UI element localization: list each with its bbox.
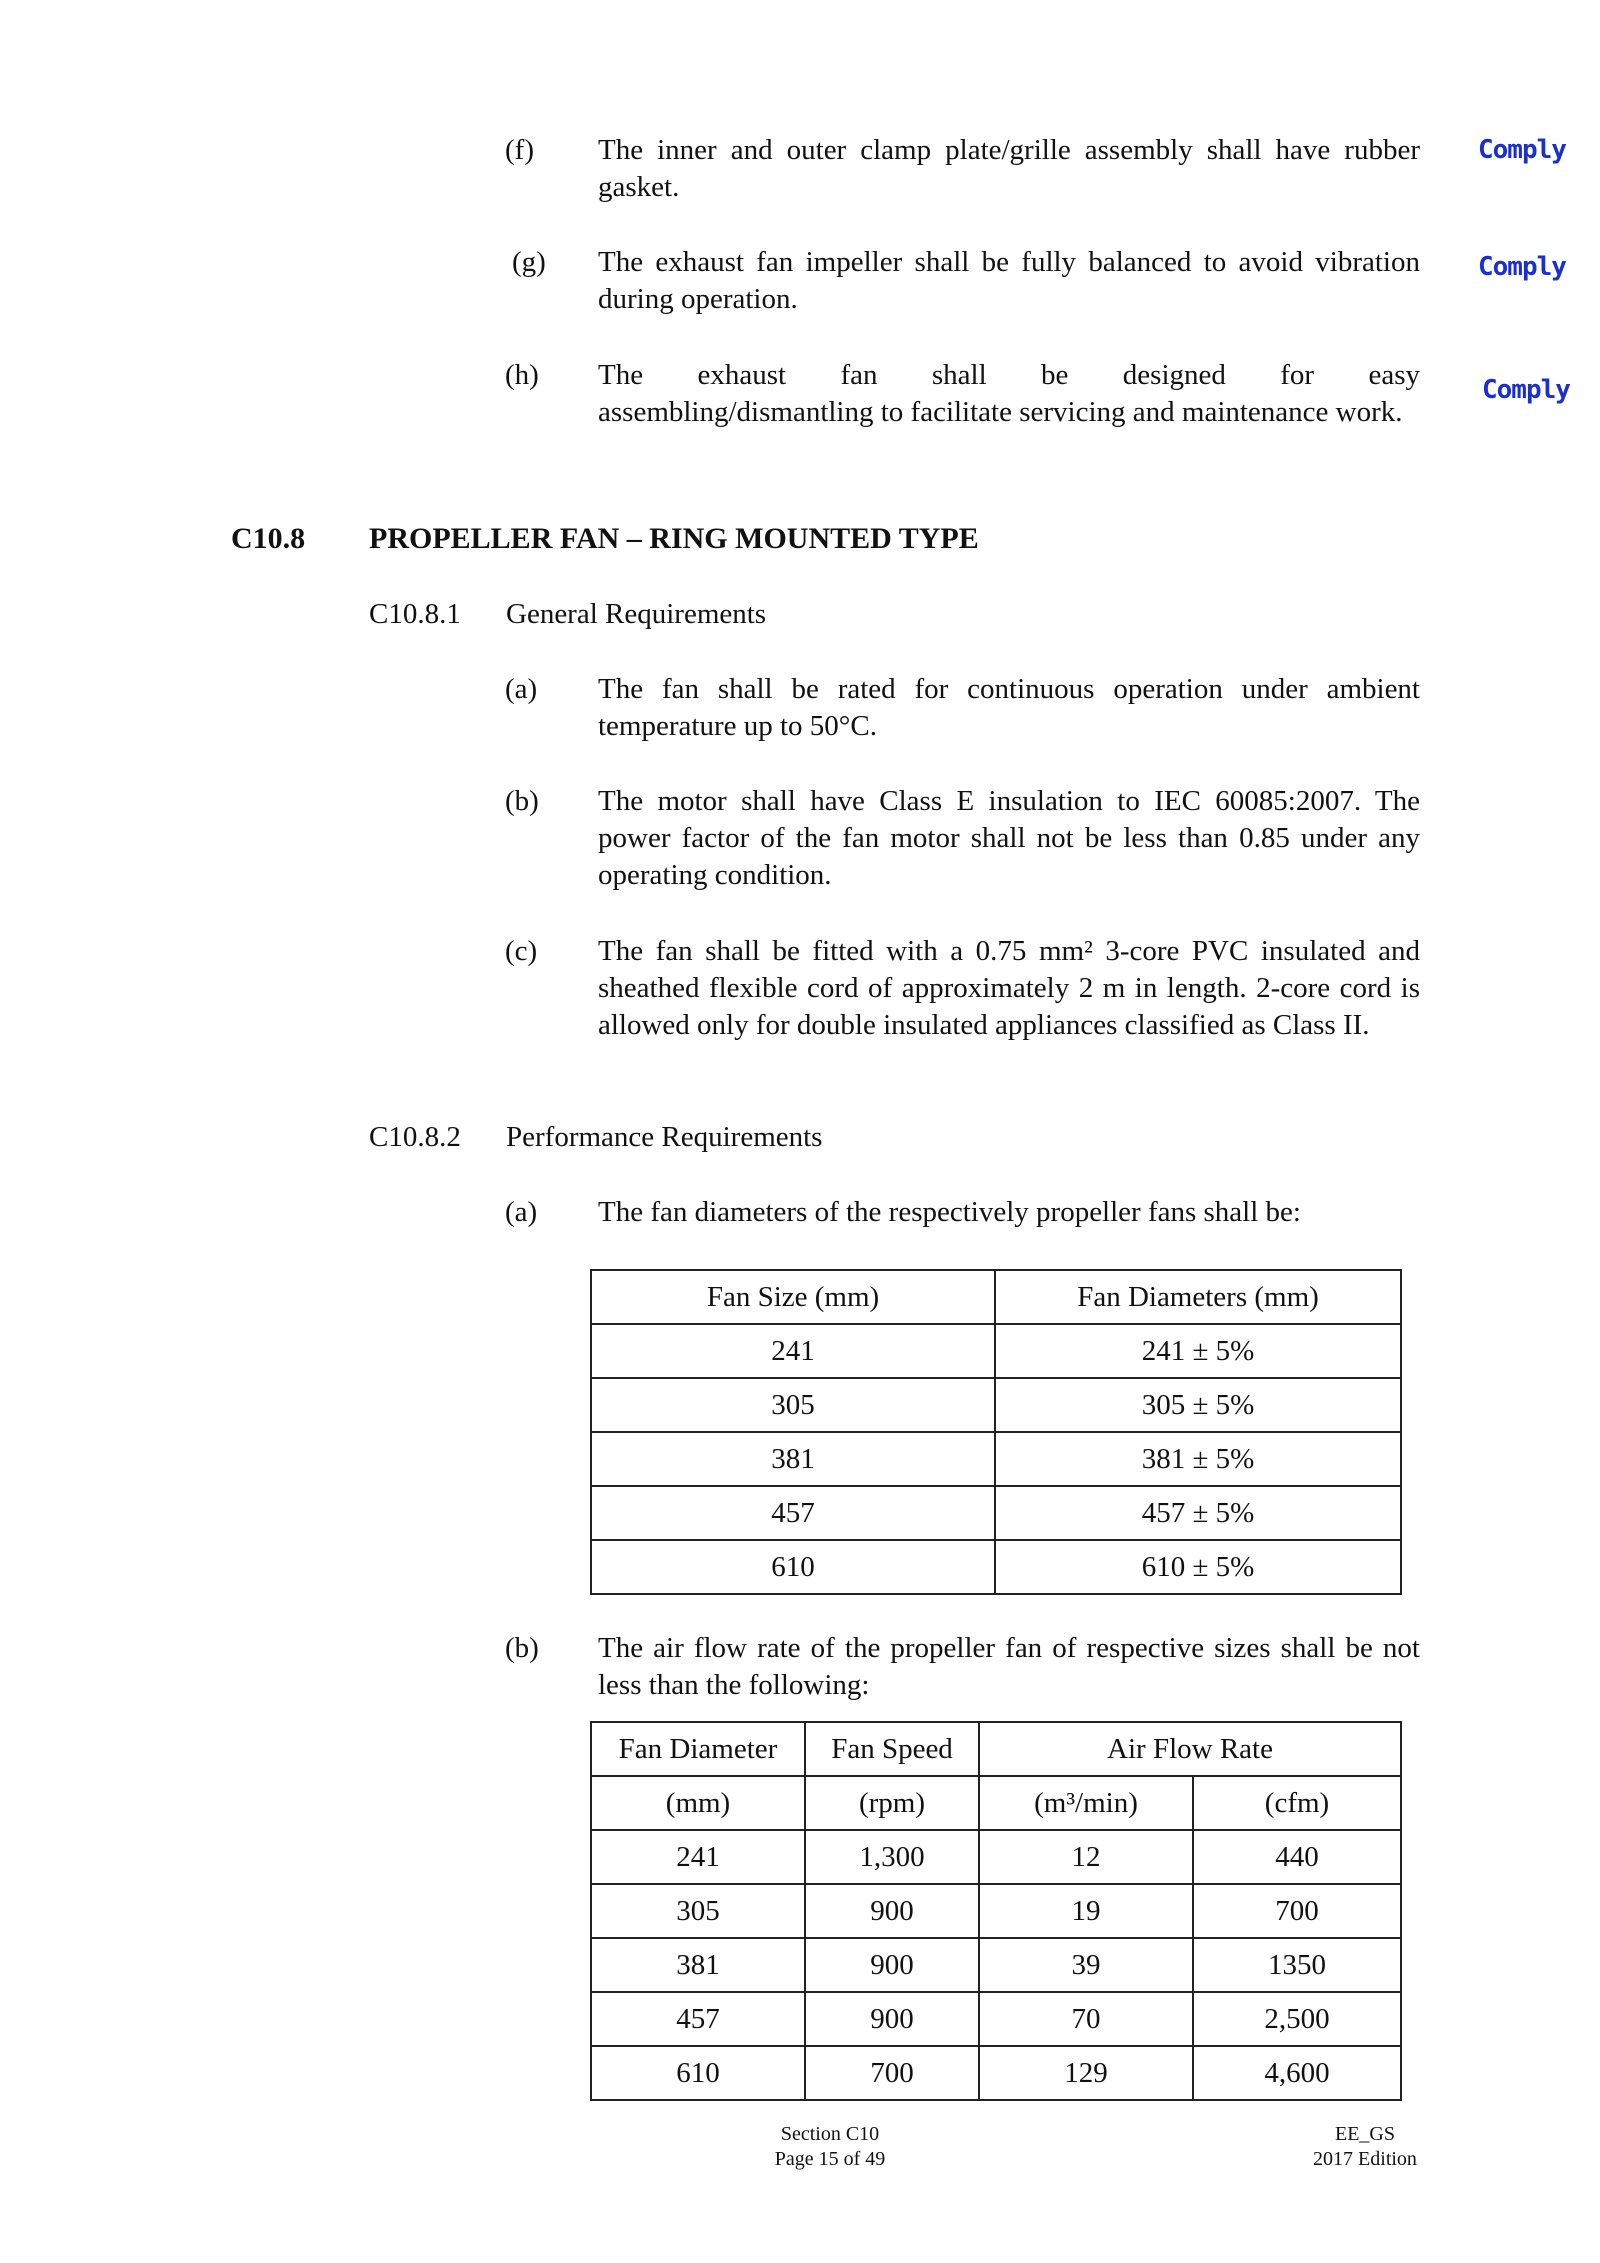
- subsection-title: Performance Requirements: [506, 1121, 823, 1153]
- footer-doc-code: EE_GS: [1335, 2123, 1395, 2145]
- item-label: (a): [505, 1196, 538, 1228]
- subsection-number: C10.8.1: [369, 598, 461, 630]
- table-cell: 241: [591, 1324, 995, 1378]
- table-header: Air Flow Rate: [979, 1722, 1401, 1776]
- table-cell: 610: [591, 1540, 995, 1594]
- item-label: (g): [512, 246, 546, 278]
- table-row: [591, 1992, 1401, 2046]
- table-cell: 19: [979, 1884, 1193, 1938]
- table-header: Fan Diameter: [591, 1722, 805, 1776]
- table-row: [591, 1324, 1401, 1378]
- table-header: Fan Speed: [805, 1722, 979, 1776]
- table-row: [591, 1540, 1401, 1594]
- item-text: The fan diameters of the respectively propeller fans shall be:: [598, 1196, 1301, 1228]
- table-row: [591, 2046, 1401, 2100]
- table-cell: 305: [591, 1884, 805, 1938]
- table-cell: 700: [1193, 1884, 1401, 1938]
- table-cell: 610: [591, 2046, 805, 2100]
- table-cell: 900: [805, 1938, 979, 1992]
- item-text-rest: assembling/dismantling to facilitate servicing and maintenance work.: [598, 396, 1403, 428]
- item-text-line1: The exhaust fan shall be designed for easy: [598, 359, 1420, 391]
- item-text: The air flow rate of the propeller fan of respective sizes shall be not less than the following:: [598, 1632, 1420, 1701]
- table-cell: 900: [805, 1992, 979, 2046]
- table-cell: 457: [591, 1992, 805, 2046]
- footer-section: [715, 2122, 945, 2172]
- table-cell: 381: [591, 1938, 805, 1992]
- item-text: The fan shall be fitted with a 0.75 mm² 3-core PVC insulated and sheathed flexible cord of approximately 2 m in length. 2-core cord is allowed only for double insulated appliances classified as Class II.: [598, 935, 1420, 1041]
- item-text: The fan shall be rated for continuous operation under ambient temperature up to 50°C.: [598, 673, 1420, 742]
- table-cell: 610 ± 5%: [995, 1540, 1401, 1594]
- table-cell: 12: [979, 1830, 1193, 1884]
- comply-mark: Comply: [1482, 375, 1570, 405]
- footer-page-number: Page 15 of 49: [774, 2148, 886, 2170]
- table-header: (m³/min): [979, 1776, 1193, 1830]
- item-label: (c): [505, 935, 538, 967]
- table-row: [591, 1378, 1401, 1432]
- table-cell: 305 ± 5%: [995, 1378, 1401, 1432]
- table-cell: 1,300: [805, 1830, 979, 1884]
- table-cell: 241: [591, 1830, 805, 1884]
- item-label: (a): [505, 673, 538, 705]
- table-row: [591, 1486, 1401, 1540]
- table-cell: 70: [979, 1992, 1193, 2046]
- comply-mark: Comply: [1478, 135, 1566, 165]
- item-text: The exhaust fan impeller shall be fully balanced to avoid vibration during operation.: [598, 246, 1420, 315]
- table-cell: 381 ± 5%: [995, 1432, 1401, 1486]
- table-cell: 2,500: [1193, 1992, 1401, 2046]
- table-header: (mm): [591, 1776, 805, 1830]
- table-cell: 1350: [1193, 1938, 1401, 1992]
- subsection-number: C10.8.2: [369, 1121, 461, 1153]
- table-cell: 700: [805, 2046, 979, 2100]
- table-cell: 900: [805, 1884, 979, 1938]
- footer-edition-label: 2017 Edition: [1313, 2148, 1417, 2170]
- comply-mark: Comply: [1478, 252, 1566, 282]
- table-cell: 381: [591, 1432, 995, 1486]
- item-text: The inner and outer clamp plate/grille assembly shall have rubber gasket.: [598, 134, 1420, 203]
- table-row: [591, 1432, 1401, 1486]
- section-title: PROPELLER FAN – RING MOUNTED TYPE: [369, 522, 979, 555]
- footer-section-label: Section C10: [780, 2123, 880, 2145]
- table-cell: 457 ± 5%: [995, 1486, 1401, 1540]
- footer-edition: [1290, 2122, 1440, 2172]
- item-label: (b): [505, 1632, 539, 1664]
- item-label: (b): [505, 785, 539, 817]
- table-cell: 440: [1193, 1830, 1401, 1884]
- table-row: [591, 1884, 1401, 1938]
- table-cell: 241 ± 5%: [995, 1324, 1401, 1378]
- table-cell: 4,600: [1193, 2046, 1401, 2100]
- table-row: [591, 1938, 1401, 1992]
- table-row: [591, 1830, 1401, 1884]
- air-flow-table: [590, 1721, 1402, 2101]
- table-header: Fan Size (mm): [591, 1270, 995, 1324]
- subsection-title: General Requirements: [506, 598, 767, 630]
- section-number: C10.8: [231, 522, 306, 555]
- fan-diameter-table: [590, 1269, 1402, 1595]
- table-cell: 457: [591, 1486, 995, 1540]
- item-label: (h): [505, 359, 539, 391]
- table-cell: 305: [591, 1378, 995, 1432]
- table-header: Fan Diameters (mm): [995, 1270, 1401, 1324]
- item-label: (f): [505, 134, 534, 166]
- table-header: (cfm): [1193, 1776, 1401, 1830]
- table-cell: 129: [979, 2046, 1193, 2100]
- item-text: The motor shall have Class E insulation to IEC 60085:2007. The power factor of the fan motor shall not be less than 0.85 under any operating condition.: [598, 785, 1420, 891]
- table-header: (rpm): [805, 1776, 979, 1830]
- table-cell: 39: [979, 1938, 1193, 1992]
